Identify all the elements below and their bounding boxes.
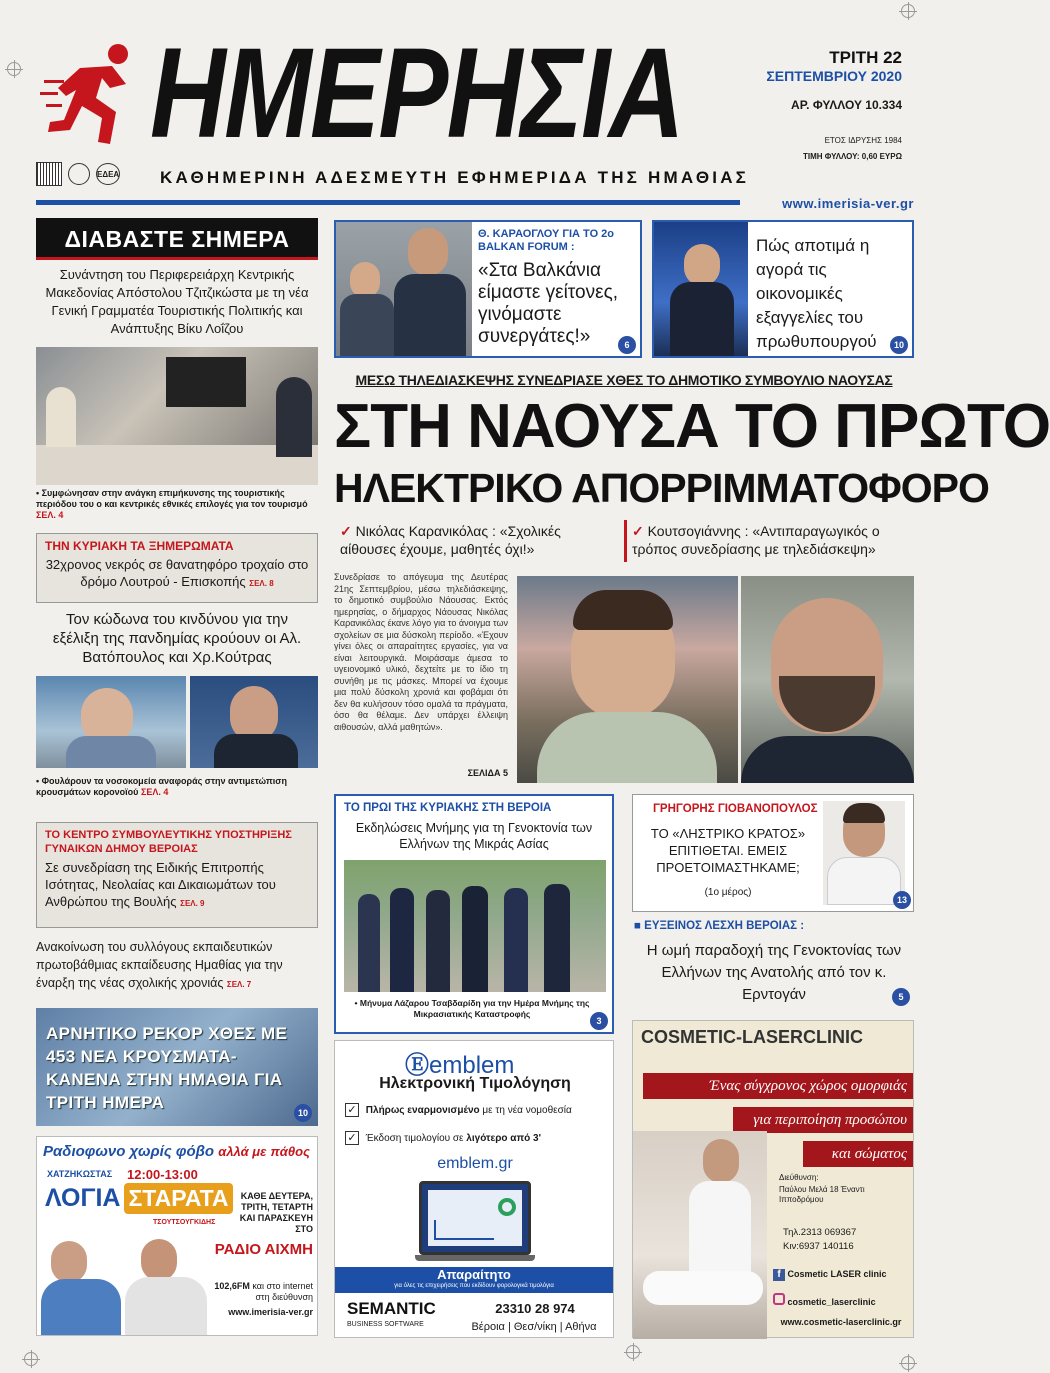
- giovanopoulos-story: [632, 794, 914, 912]
- emblem-banner: [335, 1267, 613, 1293]
- registration-mark-br: [901, 1356, 915, 1370]
- pm-photo: [654, 222, 748, 356]
- euxeinos-text: Η ωμή παραδοχή της Γενοκτονίας των Ελλήνων της Ανατολής από τον κ. Ερντογάν: [646, 942, 902, 1003]
- masthead-subtitle: ΚΑΘΗΜΕΡΙΝΗ ΑΔΕΣΜΕΥΤΗ ΕΦΗΜΕΡΙΔΑ ΤΗΣ ΗΜΑΘΙΑΣ: [160, 168, 750, 187]
- karaoglou-kicker: Θ. ΚΑΡΑΟΓΛΟΥ ΓΙΑ ΤΟ 2ο BALKAN FORUM :: [478, 228, 615, 253]
- cosmetic-title: COSMETIC-LASERCLINIC: [641, 1027, 863, 1047]
- emblem-title: Ηλεκτρονική Τιμολόγηση: [379, 1075, 571, 1092]
- laptop-icon: [415, 1181, 535, 1263]
- cosmetic-line-2: για περιποίηση προσώπου: [733, 1107, 913, 1133]
- checkbox-icon: ✓: [345, 1103, 359, 1117]
- pm-text: Πώς αποτιμά η αγορά τις οικονομικές εξαγγελίες του πρωθυπουργού: [756, 236, 877, 351]
- emblem-check-1: [345, 1103, 615, 1117]
- cosmetic-url[interactable]: www.cosmetic-laserclinic.gr: [780, 1317, 902, 1327]
- cosmetic-instagram[interactable]: [773, 1293, 876, 1307]
- emblem-logo-text: emblem: [429, 1052, 515, 1079]
- giovanopoulos-part: (1ο μέρος): [704, 887, 752, 898]
- sunday-text-body: 32χρονος νεκρός σε θανατηφόρο τροχαίο στο δρόμο Λουτρού - Επισκοπής: [45, 557, 309, 589]
- badges-row: [36, 160, 146, 188]
- cosmetic-line-3: και σώματος: [803, 1141, 913, 1167]
- lead-kicker: ΜΕΣΩ ΤΗΛΕΔΙΑΣΚΕΨΗΣ ΣΥΝΕΔΡΙΑΣΕ ΧΘΕΣ ΤΟ ΔΗΜΟΤΙΚΟ ΣΥΜΒΟΥΛΙΟ ΝΑΟΥΣΑΣ: [355, 372, 893, 388]
- hospitals-page-ref: ΣΕΛ. 4: [140, 787, 169, 797]
- lead-sub-1: [340, 522, 616, 558]
- cosmetic-address-label: Διεύθυνση:: [779, 1173, 819, 1182]
- radio-url: www.imerisia-ver.gr: [228, 1307, 313, 1317]
- giovanopoulos-text: ΤΟ «ΛΗΣΤΡΙΚΟ ΚΡΑΤΟΣ» ΕΠΙΤΙΘΕΤΑΙ. ΕΜΕΙΣ ΠΡΟΕΤΟΙΜΑΣΤΗΚΑΜΕ;: [650, 826, 806, 875]
- sunday-box: [36, 533, 318, 603]
- radio-show-b: ΣΤΑΡΑΤΑ: [124, 1183, 232, 1214]
- radio-schedule: ΚΑΘΕ ΔΕΥΤΕΡΑ, ΤΡΙΤΗ, ΤΕΤΑΡΤΗ ΚΑΙ ΠΑΡΑΣΚΕΥΗ ΣΤΟ: [239, 1191, 313, 1234]
- cosmetic-phone: Τηλ.2313 069367: [783, 1227, 857, 1238]
- women-text-body: Σε συνεδρίαση της Ειδικής Επιτροπής Ισότητας, Νεολαίας και Δικαιωμάτων του Ανθρώπου της Βουλής: [45, 860, 276, 909]
- cosmetic-facebook[interactable]: [773, 1269, 887, 1281]
- veroia-caption: • Μήνυμα Λάζαρου Τσαβδαρίδη για την Ημέρα Μνήμης της Μικρασιατικής Καταστροφής: [354, 998, 590, 1019]
- emblem-ad: [334, 1040, 614, 1338]
- karaoglou-quote: «Στα Βαλκάνια είμαστε γείτονες, γινόμαστε συνεργάτες!»: [478, 260, 619, 347]
- pandemic-text: Τον κώδωνα του κινδύνου για την εξέλιξη της πανδημίας κρούουν οι Αλ. Βατόπουλος και Χρ.Κούτρας: [52, 611, 302, 666]
- lead-sub-2-text: Κουτσογιάννης : «Αντιπαραγωγικός ο τρόπος συνεδρίασης με τηλεδιάσκεψη»: [632, 523, 880, 557]
- radio-headline-b: αλλά με: [218, 1144, 267, 1159]
- seal-icon: [68, 163, 90, 185]
- cosmetic-address: Παύλου Μελά 18 Έναντι Ιπποδρόμου: [779, 1185, 865, 1204]
- karaoglou-photo: [336, 222, 472, 356]
- radio-headline: [43, 1143, 310, 1160]
- giovanopoulos-name: ΓΡΗΓΟΡΗΣ ΓΙΟΒΑΝΟΠΟΥΛΟΣ: [653, 803, 818, 815]
- today-text: Συνάντηση του Περιφερειάρχη Κεντρικής Μακεδονίας Απόστολου Τζιτζικώστα με τη νέα Γενική Γραμματέα Τουριστικής Πολιτικής και Ανάπτυξης Βίκυ Λοΐζου: [45, 267, 309, 336]
- meeting-caption: [36, 488, 318, 521]
- cosmetic-instagram-text: cosmetic_laserclinic: [787, 1297, 876, 1307]
- covid-text: ΑΡΝΗΤΙΚΟ ΡΕΚΟΡ ΧΘΕΣ ΜΕ 453 ΝΕΑ ΚΡΟΥΣΜΑΤΑ- ΚΑΝΕΝΑ ΣΤΗΝ ΗΜΑΘΙΑ ΓΙΑ ΤΡΙΤΗ ΗΜΕΡΑ: [46, 1024, 288, 1112]
- karaoglou-page-badge: 6: [618, 336, 636, 354]
- women-box: [36, 822, 318, 928]
- covid-page-badge: 10: [294, 1104, 312, 1122]
- emblem-check-2: [345, 1131, 615, 1145]
- pm-page-badge: 10: [890, 336, 908, 354]
- radio-show-a: ΛΟΓΙΑ: [45, 1184, 121, 1212]
- registration-mark-bm: [626, 1345, 640, 1359]
- semantic-brand-sub: BUSINESS SOFTWARE: [347, 1321, 424, 1328]
- cosmetic-facebook-text: Cosmetic LASER clinic: [787, 1269, 887, 1279]
- karanikolas-photo: [517, 576, 738, 783]
- radio-hosts: ΧΑΤΖΗΚΩΣΤΑΣ: [47, 1169, 113, 1179]
- emblem-check-1-b: με τη νέα νομοθεσία: [482, 1105, 572, 1116]
- issue-price: ΤΙΜΗ ΦΥΛΛΟΥ: 0,60 ΕΥΡΩ: [802, 152, 902, 161]
- lead-sub-1-text: Νικόλας Καρανικόλας : «Σχολικές αίθουσες έχουμε, μαθητές όχι!»: [340, 523, 561, 557]
- radio-time: 12:00-13:00: [127, 1167, 198, 1182]
- radio-hosts-photo: [41, 1231, 211, 1335]
- radio-frequency-value: 102,6FM: [214, 1281, 250, 1291]
- giovanopoulos-photo: [823, 801, 905, 905]
- checkbox-icon: ✓: [345, 1131, 359, 1145]
- lead-body: Συνεδρίασε το απόγευμα της Δευτέρας 21ης Σεπτεμβρίου, μέσω τηλεδιάσκεψης, το δημοτικό συμβούλιο Νάουσας. Εκτός ημερησίας, ο δήμαρχος Νάουσας Νικόλας Καρανικόλας έκανε λόγο για το άνοιγμα των σχολείων σε μια δύσκολη περίοδο. «Έχουν γίνει όλες οι απαραίτητες εργασίες, για να είναι λειτουργικά. Μοιράσαμε άμεσα το υγειονομικό υλικό, δεχτείτε με το ίδιο τη συνήθη με τις μάσκες. Μπορεί να έχουμε μια πολύ δύσκολη χρονιά και φοβάμαι ότι δεν θα κυλήσουν τόσο ομαλά τα πράγματα, όσο θα θέλαμε. Δεν υπάρχει έλλειψη αιθουσών, αλλά μαθητών».: [334, 572, 508, 732]
- masthead-title: ΗΜΕΡΗΣΙΑ: [150, 22, 683, 165]
- lead-headline-2: ΗΛΕΚΤΡΙΚΟ ΑΠΟΡΡΙΜΜΑΤΟΦΟΡΟ: [334, 465, 989, 511]
- sunday-page-ref: ΣΕΛ. 8: [249, 579, 274, 588]
- square-bullet-icon: ■: [634, 920, 645, 932]
- hospitals-caption-text: • Φουλάρουν τα νοσοκομεία αναφοράς στην αντιμετώπιση κρουσμάτων κορονοϊού: [36, 776, 287, 797]
- koutsogiannis-photo: [741, 576, 914, 783]
- emblem-banner-title: Απαραίτητο: [437, 1267, 511, 1282]
- cosmetic-line-1: Ένας σύγχρονος χώρος ομορφιάς: [643, 1073, 913, 1099]
- masthead-rule: [36, 200, 740, 205]
- registration-mark-bl: [24, 1352, 38, 1366]
- barcode-icon: [36, 162, 62, 186]
- euxeinos-story: [632, 918, 914, 1008]
- checkmark-icon: ✓: [632, 523, 644, 539]
- emblem-check-2-b: λιγότερο από 3': [466, 1133, 541, 1144]
- issue-number: ΑΡ. ΦΥΛΛΟΥ 10.334: [791, 98, 902, 112]
- runner-logo-icon: [40, 40, 140, 150]
- founded-year: ΕΤΟΣ ΙΔΡΥΣΗΣ 1984: [824, 136, 902, 145]
- women-page-ref: ΣΕΛ. 9: [180, 899, 205, 908]
- radio-frequency: [213, 1281, 313, 1303]
- hospitals-caption: [36, 776, 318, 798]
- covid-box: [36, 1008, 318, 1126]
- radio-show: [45, 1183, 233, 1214]
- emblem-cities: Βέροια | Θεσ/νίκη | Αθήνα: [471, 1321, 597, 1333]
- lead-divider: [624, 520, 627, 562]
- sunday-text: [37, 553, 317, 595]
- veroia-text: Εκδηλώσεις Μνήμης για τη Γενοκτονία των Ελλήνων της Μικράς Ασίας: [355, 821, 593, 851]
- registration-mark-tr: [901, 4, 915, 18]
- website-link[interactable]: www.imerisia-ver.gr: [782, 196, 914, 211]
- veroia-kicker: ΤΟ ΠΡΩΙ ΤΗΣ ΚΥΡΙΑΚΗΣ ΣΤΗ ΒΕΡΟΙΑ: [344, 802, 552, 814]
- radio-show-sub: ΤΣΟΥΤΣΟΥΓΚΙΔΗΣ: [153, 1219, 216, 1226]
- emblem-phone: 23310 28 974: [495, 1301, 575, 1316]
- veroia-story: [334, 794, 614, 1034]
- radio-station: ΡΑΔΙΟ ΑΙΧΜΗ: [214, 1241, 313, 1258]
- veroia-photo: [344, 860, 606, 992]
- veroia-page-badge: 3: [590, 1012, 608, 1030]
- facebook-icon: f: [773, 1269, 785, 1281]
- euxeinos-kicker-text: ΕΥΞΕΙΝΟΣ ΛΕΣΧΗ ΒΕΡΟΙΑΣ :: [644, 920, 805, 932]
- radio-headline-c: πάθος: [270, 1144, 310, 1159]
- teachers-text: [36, 938, 318, 994]
- today-header-label: ΔΙΑΒΑΣΤΕ ΣΗΜΕΡΑ: [64, 226, 290, 252]
- emblem-banner-sub: για όλες τις επιχειρήσεις που εκδίδουν φορολογικά τιμολόγια: [394, 1283, 554, 1289]
- euxeinos-kicker: [634, 920, 804, 932]
- emblem-check-2-a: Έκδοση τιμολογίου σε: [365, 1133, 464, 1144]
- checkmark-icon: ✓: [340, 523, 352, 539]
- cosmetic-photo: [633, 1131, 767, 1339]
- teachers-text-body: Ανακοίνωση του συλλόγους εκπαιδευτικών πρωτοβάθμιας εκπαίδευσης Ημαθίας για την έναρξη της νέας σχολικής χρονιάς: [36, 940, 283, 990]
- cosmetic-ad: [632, 1020, 914, 1338]
- edea-badge: ΕΔΕΑ: [96, 163, 120, 185]
- teachers-page-ref: ΣΕΛ. 7: [226, 980, 252, 989]
- women-text: [37, 856, 317, 915]
- registration-mark-tl: [7, 62, 21, 76]
- radio-internet: και στο internet στη διεύθυνση: [252, 1281, 313, 1302]
- meeting-caption-text: • Συμφώνησαν στην ανάγκη επιμήκυνσης της τουριστικής περιόδου του ο και κεντρικές εθνικές επιλογές για τον τουρισμό: [36, 488, 308, 509]
- koutras-photo: [190, 676, 318, 768]
- today-header: [36, 218, 318, 260]
- emblem-check-1-a: Πλήρως εναρμονισμένο: [365, 1105, 480, 1116]
- giovanopoulos-page-badge: 13: [893, 891, 911, 909]
- karaoglou-story: [334, 220, 642, 358]
- radio-ad: [36, 1136, 318, 1336]
- meeting-page-ref: ΣΕΛ. 4: [36, 510, 64, 520]
- women-kicker: ΤΟ ΚΕΝΤΡΟ ΣΥΜΒΟΥΛΕΥΤΙΚΗΣ ΥΠΟΣΤΗΡΙΞΗΣ ΓΥΝΑΙΚΩΝ ΔΗΜΟΥ ΒΕΡΟΙΑΣ: [45, 829, 292, 855]
- vatopoulos-photo: [36, 676, 186, 768]
- radio-headline-a: Ραδιοφωνο χωρίς φόβο: [43, 1143, 215, 1160]
- instagram-icon: [773, 1293, 785, 1305]
- pm-story: [652, 220, 914, 358]
- date-day: ΤΡΙΤΗ 22: [829, 48, 902, 67]
- semantic-brand: SEMANTIC: [347, 1299, 436, 1318]
- lead-headline-1: ΣΤΗ ΝΑΟΥΣΑ ΤΟ ΠΡΩΤΟ: [334, 392, 1050, 461]
- meeting-photo: [36, 347, 318, 485]
- euxeinos-page-badge: 5: [892, 988, 910, 1006]
- cosmetic-mobile: Κιν:6937 140116: [783, 1241, 854, 1252]
- sunday-kicker: ΤΗΝ ΚΥΡΙΑΚΗ ΤΑ ΞΗΜΕΡΩΜΑΤΑ: [45, 539, 234, 553]
- date-month-year: ΣΕΠΤΕΜΒΡΙΟΥ 2020: [766, 68, 902, 84]
- emblem-url[interactable]: emblem.gr: [437, 1155, 513, 1172]
- emblem-logo-icon: Ⓔ: [405, 1052, 429, 1079]
- lead-page-ref: ΣΕΛΙΔΑ 5: [467, 768, 508, 778]
- lead-sub-2: [632, 522, 914, 558]
